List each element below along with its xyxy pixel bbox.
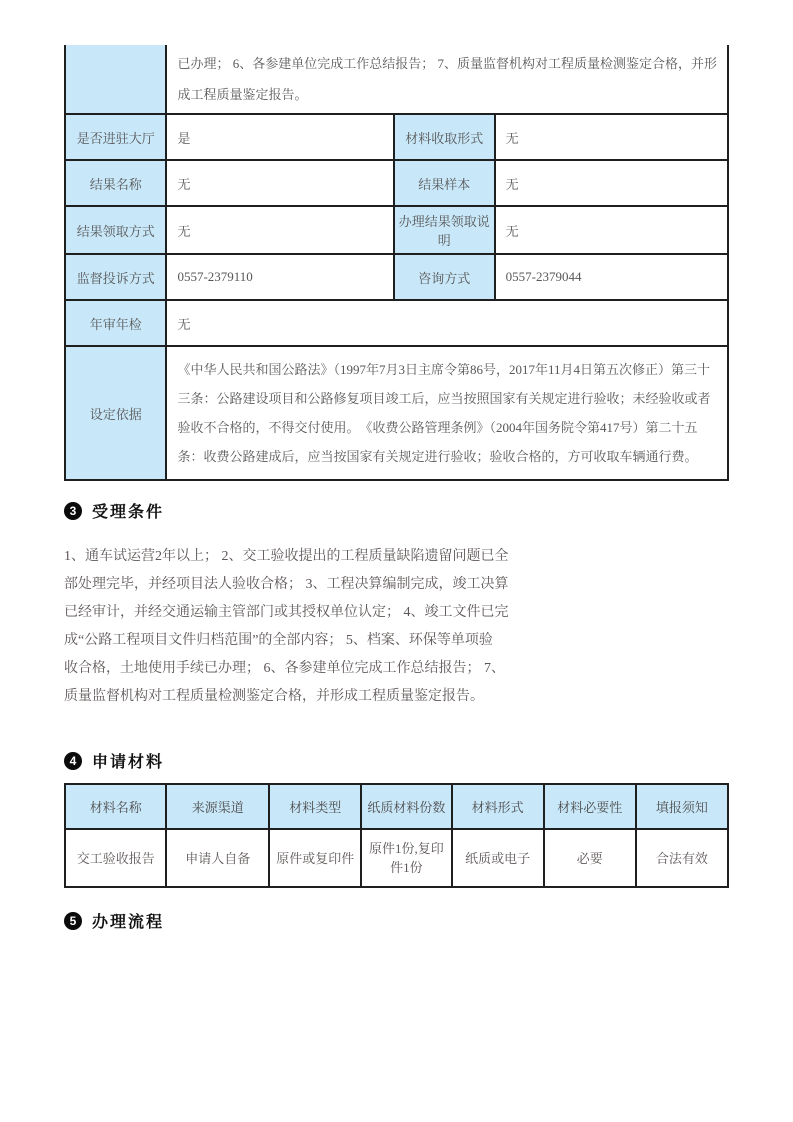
material-source: 申请人自备	[166, 829, 269, 887]
row-value: 无	[166, 160, 393, 206]
material-type: 原件或复印件	[269, 829, 361, 887]
materials-header-row	[65, 784, 728, 829]
row-label: 结果领取方式	[65, 206, 166, 254]
row-label: 是否进驻大厅	[65, 114, 166, 160]
material-necessity: 必要	[544, 829, 636, 887]
row-label: 结果名称	[65, 160, 166, 206]
table-row	[65, 45, 728, 114]
column-header: 材料形式	[452, 784, 544, 829]
row-value: 无	[166, 206, 393, 254]
table-row	[65, 300, 728, 346]
condition-line: 已经审计，并经交通运输主管部门或其授权单位认定； 4、竣工文件已完	[64, 605, 509, 620]
row-value: 0557-2379110	[166, 254, 393, 300]
section-number-badge: 3	[64, 502, 82, 520]
condition-line: 成“公路工程项目文件归档范围”的全部内容； 5、档案、环保等单项验	[64, 633, 493, 648]
row-label: 办理结果领取说明	[394, 206, 495, 254]
section-number-badge: 4	[64, 752, 82, 770]
row-value: 0557-2379044	[495, 254, 728, 300]
table-row	[65, 114, 728, 160]
column-header: 填报须知	[636, 784, 728, 829]
table-row	[65, 346, 728, 480]
material-copies: 原件1份,复印件1份	[361, 829, 451, 887]
row-label: 咨询方式	[394, 254, 495, 300]
table-row	[65, 206, 728, 254]
section-number-badge: 5	[64, 912, 82, 930]
row-value: 是	[166, 114, 393, 160]
row-label: 设定依据	[65, 346, 166, 480]
condition-line: 收合格，土地使用手续已办理； 6、各参建单位完成工作总结报告； 7、	[64, 661, 505, 676]
column-header: 材料必要性	[544, 784, 636, 829]
row-label: 年审年检	[65, 300, 166, 346]
materials-table	[64, 783, 729, 888]
row-value: 无	[495, 160, 728, 206]
column-header: 来源渠道	[166, 784, 269, 829]
table-row	[65, 254, 728, 300]
row-value: 无	[166, 300, 728, 346]
column-header: 材料名称	[65, 784, 166, 829]
section-title: 受理条件	[92, 504, 165, 521]
acceptance-conditions-text	[64, 543, 729, 711]
condition-line: 部处理完毕，并经项目法人验收合格； 3、工程决算编制完成，竣工决算	[64, 577, 509, 592]
legal-basis-text: 《中华人民共和国公路法》（1997年7月3日主席令第86号，2017年11月4日第五次修正）第三十三条：公路建设项目和公路修复项目竣工后，应当按照国家有关规定进行验收；未经验收或者验收不合格的，不得交付使用。 《收费公路管理条例》（2004年国务院令第417号）第二十五条：收费公路建成后，应当按国家有关规定进行验收；验收合格的，方可收取车辆通行费。	[166, 346, 728, 480]
materials-data-row	[65, 829, 728, 887]
section-title: 申请材料	[92, 754, 165, 771]
material-form: 纸质或电子	[452, 829, 544, 887]
material-name: 交工验收报告	[65, 829, 166, 887]
condition-line: 1、通车试运营2年以上； 2、交工验收提出的工程质量缺陷遗留问题已全	[64, 549, 509, 564]
row-label: 材料收取形式	[394, 114, 495, 160]
row-value: 无	[495, 206, 728, 254]
column-header: 材料类型	[269, 784, 361, 829]
section-title: 办理流程	[92, 914, 165, 931]
section-heading-process	[64, 909, 729, 932]
service-info-table	[64, 45, 729, 481]
row-label-continued	[65, 45, 166, 114]
column-header: 纸质材料份数	[361, 784, 451, 829]
row-label: 结果样本	[394, 160, 495, 206]
continuation-text: 已办理； 6、各参建单位完成工作总结报告； 7、质量监督机构对工程质量检测鉴定合格，并形成工程质量鉴定报告。	[166, 45, 728, 114]
row-label: 监督投诉方式	[65, 254, 166, 300]
material-filing-note: 合法有效	[636, 829, 728, 887]
row-value: 无	[495, 114, 728, 160]
condition-line: 质量监督机构对工程质量检测鉴定合格，并形成工程质量鉴定报告。	[64, 689, 484, 704]
section-heading-acceptance	[64, 499, 729, 522]
section-heading-materials	[64, 749, 729, 772]
table-row	[65, 160, 728, 206]
